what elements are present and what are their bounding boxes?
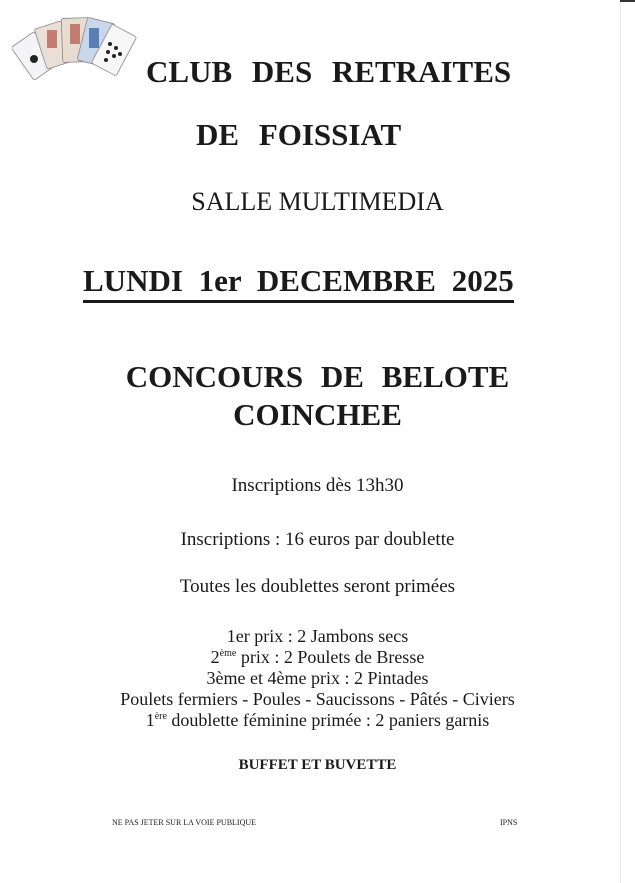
club-location: DE FOISSIAT xyxy=(196,117,402,152)
event-title-line1: CONCOURS DE BELOTE xyxy=(125,359,510,394)
all-prized-note: Toutes les doublettes seront primées xyxy=(179,576,456,597)
event-date: LUNDI 1er DECEMBRE 2025 xyxy=(83,264,514,303)
scan-edge-line xyxy=(620,0,621,883)
prize-line: 3ème et 4ème prix : 2 Pintades xyxy=(206,668,429,688)
venue: SALLE MULTIMEDIA xyxy=(191,187,444,216)
buffet-note: BUFFET ET BUVETTE xyxy=(238,757,397,773)
prize-line: Poulets fermiers - Poules - Saucissons - Pâtés - Civiers xyxy=(120,689,515,709)
playing-cards-logo-icon xyxy=(12,14,142,84)
registration-fee: Inscriptions : 16 euros par doublette xyxy=(180,529,455,550)
event-title xyxy=(0,358,635,434)
club-title: CLUB DES RETRAITES xyxy=(146,54,512,89)
registration-time: Inscriptions dès 13h30 xyxy=(231,475,404,496)
prize-line: 1er prix : 2 Jambons secs xyxy=(226,626,409,646)
prize-line: 1ère doublette féminine primée : 2 paniers garnis xyxy=(145,710,490,730)
scan-corner-mark xyxy=(620,0,635,2)
footer-notice: NE PAS JETER SUR LA VOIE PUBLIQUE xyxy=(112,818,257,827)
event-title-line2: COINCHEE xyxy=(233,397,402,432)
footer-ipns: IPNS xyxy=(500,818,518,827)
prize-line: 2ème prix : 2 Poulets de Bresse xyxy=(210,647,425,667)
